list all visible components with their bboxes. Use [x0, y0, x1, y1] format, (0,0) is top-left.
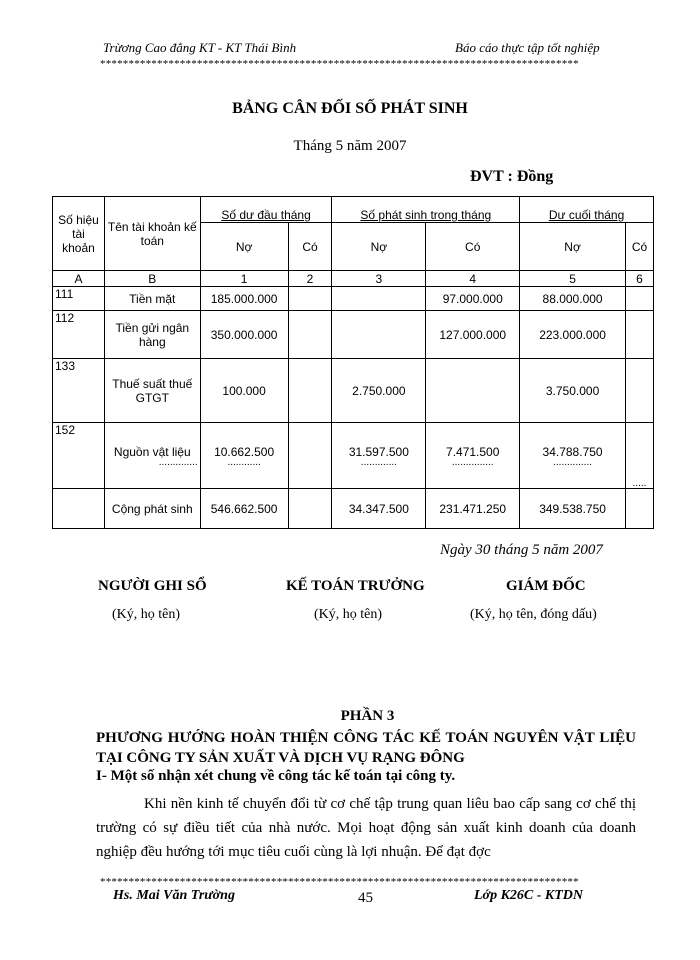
closing-credit: [625, 311, 653, 359]
trial-balance-table: [52, 196, 654, 529]
closing-debit: 34.788.750: [542, 444, 603, 459]
section-heading: I- Một số nhận xét chung về công tác kế toán tại công ty.: [96, 768, 456, 784]
closing-credit: [625, 359, 653, 423]
closing-credit: [625, 287, 653, 311]
closing-credit-cell: [625, 423, 653, 489]
total-row: [53, 489, 654, 529]
account-name-cell: [104, 423, 200, 489]
header-school: Trừơng Cao đẳng KT - KT Thái Bình: [103, 40, 297, 55]
header-debit: Nợ: [520, 223, 626, 271]
page-number: 45: [358, 890, 373, 906]
header-debit: Nợ: [332, 223, 426, 271]
closing-debit: 3.750.000: [520, 359, 626, 423]
signature-chief-accountant-title: KẾ TOÁN TRƯỞNG: [286, 578, 425, 594]
account-code: 112: [53, 311, 105, 359]
movement-credit: 127.000.000: [426, 311, 520, 359]
header-opening-balance: Số dư đầu tháng: [200, 197, 332, 223]
report-title: BẢNG CÂN ĐỐI SỐ PHÁT SINH: [232, 100, 468, 117]
footer-class: Lớp K26C - KTDN: [474, 888, 584, 903]
account-name: Tiền gửi ngân hàng: [104, 311, 200, 359]
table-row: [53, 287, 654, 311]
header-credit: Có: [426, 223, 520, 271]
opening-debit: 185.000.000: [200, 287, 288, 311]
closing-debit-cell: [520, 423, 626, 489]
movement-debit: [332, 311, 426, 359]
index-cell: 3: [332, 271, 426, 287]
part-title: PHƯƠNG HƯỚNG HOÀN THIỆN CÔNG TÁC KẾ TOÁN NGUYÊN VẬT LIỆU TẠI CÔNG TY SẢN XUẤT VÀ DỊCH VỤ RẠNG ĐÔNG: [96, 730, 636, 766]
index-cell: A: [53, 271, 105, 287]
footer-divider: ************************************************************************************: [100, 876, 579, 888]
total-code: [53, 489, 105, 529]
footer-student: Hs. Mai Văn Trường: [113, 888, 235, 903]
header-credit: Có: [288, 223, 332, 271]
part-heading: PHẦN 3: [340, 708, 395, 724]
index-cell: B: [104, 271, 200, 287]
header-report-type: Báo cáo thực tập tốt nghiệp: [455, 40, 600, 55]
index-cell: 5: [520, 271, 626, 287]
signature-recorder-title: NGƯỜI GHI SỔ: [98, 578, 207, 594]
account-code: 111: [53, 287, 105, 311]
table-row: [53, 359, 654, 423]
table-row: [53, 311, 654, 359]
total-label: Cộng phát sinh: [104, 489, 200, 529]
header-account-name: Tên tài khoản kế toán: [104, 197, 200, 271]
opening-debit-cell: [200, 423, 288, 489]
index-cell: 2: [288, 271, 332, 287]
table-row: [53, 423, 654, 489]
index-cell: 4: [426, 271, 520, 287]
movement-debit-cell: [332, 423, 426, 489]
signature-director-title: GIÁM ĐỐC: [506, 578, 586, 594]
opening-debit: 350.000.000: [200, 311, 288, 359]
header-account-no: Số hiệu tài khoản: [53, 197, 105, 271]
total-movement-debit: 34.347.500: [332, 489, 426, 529]
currency-unit: ĐVT : Đồng: [470, 168, 554, 185]
header-credit: Có: [625, 223, 653, 271]
closing-debit: 88.000.000: [520, 287, 626, 311]
movement-credit: 7.471.500: [446, 444, 500, 459]
total-opening-credit: [288, 489, 332, 529]
header-debit: Nợ: [200, 223, 288, 271]
account-code: 133: [53, 359, 105, 423]
opening-credit: [288, 359, 332, 423]
total-closing-debit: 349.538.750: [520, 489, 626, 529]
total-movement-credit: 231.471.250: [426, 489, 520, 529]
body-paragraph: Khi nền kinh tế chuyển đổi từ cơ chế tập trung quan liêu bao cấp sang cơ chế thị trường có sự điều tiết của nhà nước. Mọi hoạt động sản xuất kinh doanh của doanh nghiệp đều hướng tới mục tiêu cuối cùng là lợi nhuận. Để đạt đợc: [96, 796, 636, 860]
movement-debit: 2.750.000: [332, 359, 426, 423]
closing-debit: 223.000.000: [520, 311, 626, 359]
account-code: 152: [53, 423, 105, 489]
opening-debit: 10.662.500: [214, 444, 275, 459]
header-divider: ************************************************************************************: [100, 58, 579, 70]
signature-recorder-sub: (Ký, họ tên): [112, 607, 181, 622]
signature-director-sub: (Ký, họ tên, đóng dấu): [470, 607, 597, 622]
index-row: [53, 271, 654, 287]
account-name: Thuế suất thuế GTGT: [104, 359, 200, 423]
opening-debit: 100.000: [200, 359, 288, 423]
index-cell: 1: [200, 271, 288, 287]
movement-debit: 31.597.500: [348, 444, 409, 459]
signing-date: Ngày 30 tháng 5 năm 2007: [440, 542, 603, 558]
total-opening-debit: 546.662.500: [200, 489, 288, 529]
account-name: Tiền mặt: [104, 287, 200, 311]
movement-credit: [426, 359, 520, 423]
header-closing-balance: Dư cuối tháng: [520, 197, 654, 223]
continuation-dots: ............: [227, 456, 261, 468]
report-period: Tháng 5 năm 2007: [293, 138, 407, 154]
signature-chief-accountant-sub: (Ký, họ tên): [314, 607, 383, 622]
opening-credit: [288, 311, 332, 359]
header-movement: Số phát sinh trong tháng: [332, 197, 520, 223]
movement-debit: [332, 287, 426, 311]
movement-credit: 97.000.000: [426, 287, 520, 311]
continuation-dots: .............: [360, 456, 397, 468]
opening-credit: [288, 287, 332, 311]
continuation-dots: ..............: [158, 456, 198, 468]
continuation-dots: .....: [632, 478, 647, 489]
movement-credit-cell: [426, 423, 520, 489]
total-closing-credit: [625, 489, 653, 529]
continuation-dots: ...............: [451, 456, 494, 468]
account-name: Nguồn vật liệu: [113, 444, 191, 459]
continuation-dots: ..............: [553, 456, 593, 468]
opening-credit: [288, 423, 332, 489]
index-cell: 6: [625, 271, 653, 287]
